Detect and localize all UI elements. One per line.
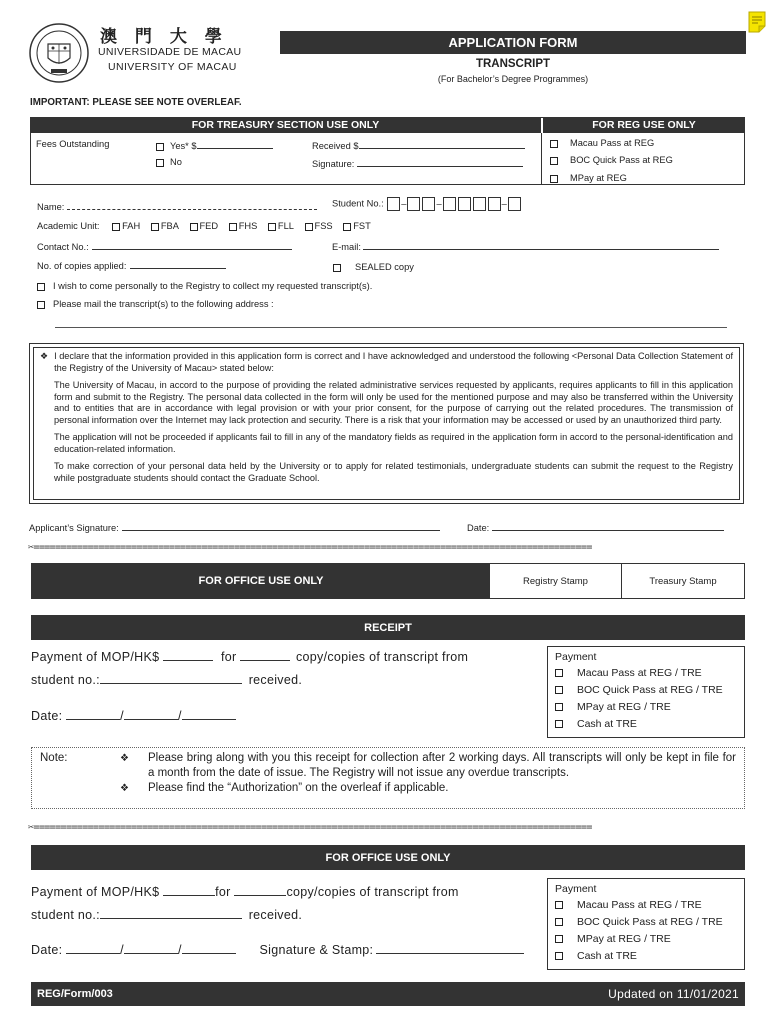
- note-item-1: Please bring along with you this receipt for collection after 2 working days. All transcripts will only be kept in file for a month from the date of issue. The Registry will not issue any overdue transcripts.: [148, 752, 736, 779]
- receipt-payment-box: [547, 646, 745, 738]
- reg-option-boc[interactable]: [550, 155, 673, 165]
- office-use-title: FOR OFFICE USE ONLY: [198, 575, 324, 587]
- declaration-paragraph-3: To make correction of your personal data held by the University or to apply for related testimonials, undergraduate students can submit the request to the Registry while postgraduate students should contact the Graduate School.: [54, 461, 733, 483]
- checkbox[interactable]: [37, 301, 45, 309]
- university-chinese-name: 澳 門 大 學: [100, 27, 228, 47]
- receipt-payment-line[interactable]: Payment of MOP/HK$ for copy/copies of transcript from: [31, 650, 469, 664]
- checkbox[interactable]: [333, 264, 341, 272]
- signature-stamp-label: Signature & Stamp:: [259, 943, 374, 957]
- mail-option[interactable]: [37, 299, 274, 309]
- note-box: [31, 747, 745, 809]
- applicant-date-field[interactable]: [467, 521, 724, 533]
- footer-bar: [31, 982, 745, 1006]
- reg-option-mpay[interactable]: [550, 173, 627, 183]
- unit-option-fss[interactable]: FSS: [305, 221, 333, 231]
- reg-option-label: BOC Quick Pass at REG: [570, 155, 673, 165]
- section-divider: [541, 133, 542, 185]
- checkbox[interactable]: [550, 175, 558, 183]
- name-field[interactable]: [37, 200, 317, 212]
- office-payment-line[interactable]: Payment of MOP/HK$ for copy/copies of transcript from: [31, 885, 459, 899]
- checkbox[interactable]: [550, 140, 558, 148]
- payment-option[interactable]: BOC Quick Pass at REG / TRE: [555, 684, 744, 696]
- treasury-header: [30, 117, 541, 133]
- reg-title: FOR REG USE ONLY: [592, 119, 696, 131]
- fees-yes-option[interactable]: [156, 139, 273, 151]
- office-use-title-2: FOR OFFICE USE ONLY: [325, 851, 451, 864]
- office-student-line[interactable]: student no.: received.: [31, 908, 303, 922]
- form-programme-note: (For Bachelor’s Degree Programmes): [437, 74, 589, 84]
- office-use-box: [31, 563, 745, 599]
- reg-option-label: MPay at REG: [570, 173, 627, 183]
- email-field[interactable]: [332, 240, 719, 252]
- office-use-header-2: [31, 845, 745, 870]
- student-no-label: Student No.:: [332, 198, 384, 209]
- payment-box-title: Payment: [555, 883, 597, 895]
- academic-unit-label: Academic Unit:: [37, 221, 100, 231]
- payment-option[interactable]: BOC Quick Pass at REG / TRE: [555, 916, 744, 928]
- treasury-signature-field[interactable]: [312, 157, 523, 169]
- form-title-bar: [280, 31, 746, 54]
- note-label: Note:: [40, 752, 68, 764]
- receipt-student-line[interactable]: student no.: received.: [31, 673, 303, 687]
- form-code: REG/Form/003: [37, 988, 113, 1000]
- unit-option-fba[interactable]: FBA: [151, 221, 179, 231]
- payment-option[interactable]: MPay at REG / TRE: [555, 933, 744, 945]
- unit-option-fhs[interactable]: FHS: [229, 221, 258, 231]
- applicant-signature-field[interactable]: [29, 521, 440, 533]
- office-use-header: [32, 564, 490, 598]
- bullet-icon: ❖: [40, 351, 49, 361]
- updated-date: Updated on 11/01/2021: [608, 987, 739, 1001]
- contact-field[interactable]: [37, 240, 292, 252]
- collect-label: I wish to come personally to the Registry to collect my requested transcript(s).: [53, 281, 373, 291]
- fees-no-label: No: [170, 157, 182, 167]
- fees-no-checkbox[interactable]: [156, 159, 164, 167]
- contact-label: Contact No.:: [37, 242, 89, 252]
- fees-yes-checkbox[interactable]: [156, 143, 164, 151]
- reg-header: [543, 117, 745, 133]
- sticky-note-icon[interactable]: [748, 11, 766, 33]
- bullet-icon: ❖: [120, 783, 129, 794]
- office-date-line[interactable]: Date: / / Signature & Stamp:: [31, 942, 524, 957]
- sealed-label: SEALED copy: [355, 262, 414, 272]
- payment-option[interactable]: Cash at TRE: [555, 950, 744, 962]
- payment-option[interactable]: Macau Pass at REG / TRE: [555, 899, 744, 911]
- unit-option-fah[interactable]: FAH: [112, 221, 140, 231]
- declaration-box: [29, 343, 744, 504]
- declaration-paragraph-1: The University of Macau, in accord to the purpose of providing the related administrative services requested by applicants, requires applicants to fill in this application form and submit to the Registry. The personal data collected in the form will only be used for the mentioned purpose and may also be transferred within the University and to entities that are in accordance with legal provision or with your prior consent, for the purpose of carrying out the related procedures. The transmission of personal information over the Internet may lack protection and security. There is a risk that your information may be accessed or used by an unauthorized third party.: [54, 380, 733, 425]
- academic-unit-row: [37, 221, 371, 231]
- form-subtitle: TRANSCRIPT: [475, 58, 551, 70]
- applicant-signature-label: Applicant’s Signature:: [29, 523, 119, 533]
- registry-stamp-label: Registry Stamp: [523, 575, 588, 587]
- reg-option-label: Macau Pass at REG: [570, 138, 655, 148]
- payment-option[interactable]: Macau Pass at REG / TRE: [555, 667, 744, 679]
- email-label: E-mail:: [332, 242, 361, 252]
- unit-option-fst[interactable]: FST: [343, 221, 371, 231]
- fees-outstanding-label: Fees Outstanding: [36, 139, 110, 149]
- important-note: IMPORTANT: PLEASE SEE NOTE OVERLEAF.: [30, 97, 242, 108]
- sealed-copy-option[interactable]: [333, 262, 414, 272]
- office-payment-box: [547, 878, 745, 970]
- fees-yes-label: Yes* $: [170, 141, 197, 151]
- received-field[interactable]: [312, 139, 525, 151]
- student-no-field[interactable]: Student No.: – – –: [332, 197, 522, 211]
- unit-option-fed[interactable]: FED: [190, 221, 219, 231]
- university-name-pt: UNIVERSIDADE DE MACAU: [98, 46, 242, 58]
- declaration-paragraph-2: The application will not be proceeded if applicants fail to fill in any of the mandatory fields as required in the application form in accord to the personal-identification and education-related information.: [54, 432, 733, 454]
- receipt-date-line[interactable]: Date: / /: [31, 708, 236, 723]
- declaration-intro: I declare that the information provided in this application form is correct and I have acknowledged and understood the following <Personal Data Collection Statement of the Registry of the University of Macau> stated below:: [54, 351, 733, 373]
- payment-box-title: Payment: [555, 651, 597, 663]
- checkbox[interactable]: [37, 283, 45, 291]
- unit-option-fll[interactable]: FLL: [268, 221, 294, 231]
- treasury-stamp-label: Treasury Stamp: [649, 575, 717, 587]
- collect-personally-option[interactable]: [37, 281, 372, 291]
- payment-option[interactable]: Cash at TRE: [555, 718, 744, 730]
- received-label: Received $: [312, 141, 359, 151]
- form-title: APPLICATION FORM: [448, 35, 578, 50]
- treasury-title: FOR TREASURY SECTION USE ONLY: [191, 119, 380, 131]
- name-label: Name:: [37, 202, 65, 212]
- copies-label: No. of copies applied:: [37, 261, 127, 271]
- cut-line: ✂=======================================================================================================: [28, 542, 592, 553]
- receipt-header: [31, 615, 745, 640]
- copies-field[interactable]: [37, 259, 226, 271]
- checkbox[interactable]: [550, 157, 558, 165]
- payment-option[interactable]: MPay at REG / TRE: [555, 701, 744, 713]
- treasury-signature-label: Signature:: [312, 159, 355, 169]
- treasury-stamp-cell: [622, 564, 744, 598]
- receipt-title: RECEIPT: [364, 621, 412, 634]
- university-seal-logo: [28, 22, 90, 84]
- bullet-icon: ❖: [120, 753, 129, 764]
- registry-stamp-cell: [490, 564, 622, 598]
- applicant-date-label: Date:: [467, 523, 490, 533]
- cut-line: ✂=======================================================================================================: [28, 822, 592, 833]
- mail-address-line[interactable]: [55, 327, 727, 328]
- note-item-2: Please find the “Authorization” on the overleaf if applicable.: [148, 782, 449, 794]
- fees-no-option[interactable]: [156, 157, 182, 167]
- university-name-en: UNIVERSITY OF MACAU: [108, 61, 237, 73]
- fees-yes-amount-field[interactable]: [197, 139, 273, 149]
- mail-label: Please mail the transcript(s) to the following address :: [53, 299, 274, 309]
- reg-option-macau-pass[interactable]: [550, 138, 654, 148]
